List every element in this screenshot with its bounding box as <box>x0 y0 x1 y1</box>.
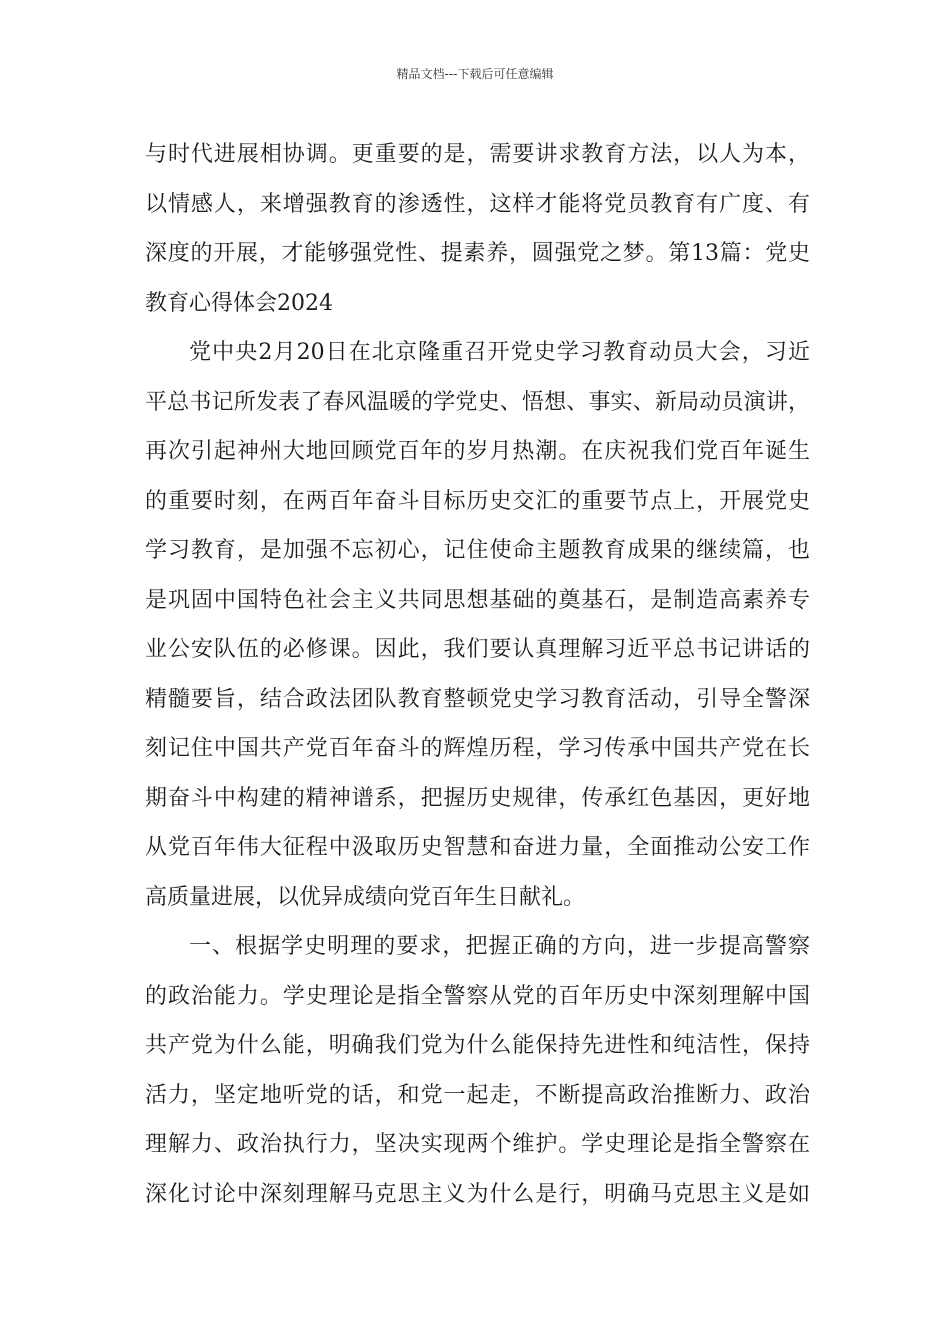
text-line: 期奋斗中构建的精神谱系，把握历史规律，传承红色基因，更好地 <box>145 785 810 811</box>
text-line: 活力，坚定地听党的话，和党一起走，不断提高政治推断力、政治 <box>145 1082 810 1108</box>
text-line: 平总书记所发表了春风温暖的学党史、悟想、事实、新局动员演讲， <box>145 389 810 415</box>
text-line: 从党百年伟大征程中汲取历史智慧和奋进力量，全面推动公安工作 <box>145 835 810 860</box>
text-line: 深度的开展，才能够强党性、提素养，圆强党之梦。第13篇：党史 <box>145 241 810 266</box>
document-body <box>145 130 810 1219</box>
text-line: 再次引起神州大地回顾党百年的岁月热潮。在庆祝我们党百年诞生 <box>145 439 810 464</box>
text-line: 高质量进展，以优异成绩向党百年生日献礼。 <box>145 884 586 910</box>
text-line: 理解力、政治执行力，坚决实现两个维护。学史理论是指全警察在 <box>145 1132 810 1157</box>
text-line: 共产党为什么能，明确我们党为什么能保持先进性和纯洁性，保持 <box>145 1033 810 1058</box>
text-line: 的政治能力。学史理论是指全警察从党的百年历史中深刻理解中国 <box>145 983 810 1009</box>
text-line: 以情感人，来增强教育的渗透性，这样才能将党员教育有广度、有 <box>145 191 810 217</box>
text-line: 与时代进展相协调。更重要的是，需要讲求教育方法，以人为本， <box>145 142 810 167</box>
page-header: 精品文档---下载后可任意编辑 <box>396 67 554 81</box>
text-line: 刻记住中国共产党百年奋斗的辉煌历程，学习传承中国共产党在长 <box>145 736 810 761</box>
paragraph-1 <box>145 130 810 328</box>
text-line: 党中央2月20日在北京隆重召开党史学习教育动员大会，习近 <box>189 340 810 365</box>
text-line: 教育心得体会2024 <box>145 290 333 316</box>
paragraph-3 <box>145 922 810 1219</box>
text-line: 深化讨论中深刻理解马克思主义为什么是行，明确马克思主义是如 <box>145 1181 810 1207</box>
text-line: 是巩固中国特色社会主义共同思想基础的奠基石，是制造高素养专 <box>145 587 810 613</box>
text-line: 一、根据学史明理的要求，把握正确的方向，进一步提高警察 <box>189 934 810 959</box>
text-line: 的重要时刻，在两百年奋斗目标历史交汇的重要节点上，开展党史 <box>145 488 810 514</box>
text-line: 学习教育，是加强不忘初心，记住使命主题教育成果的继续篇，也 <box>145 538 810 563</box>
paragraph-2 <box>145 328 810 922</box>
text-line: 业公安队伍的必修课。因此，我们要认真理解习近平总书记讲话的 <box>145 637 810 662</box>
text-line: 精髓要旨，结合政法团队教育整顿党史学习教育活动，引导全警深 <box>145 686 810 712</box>
